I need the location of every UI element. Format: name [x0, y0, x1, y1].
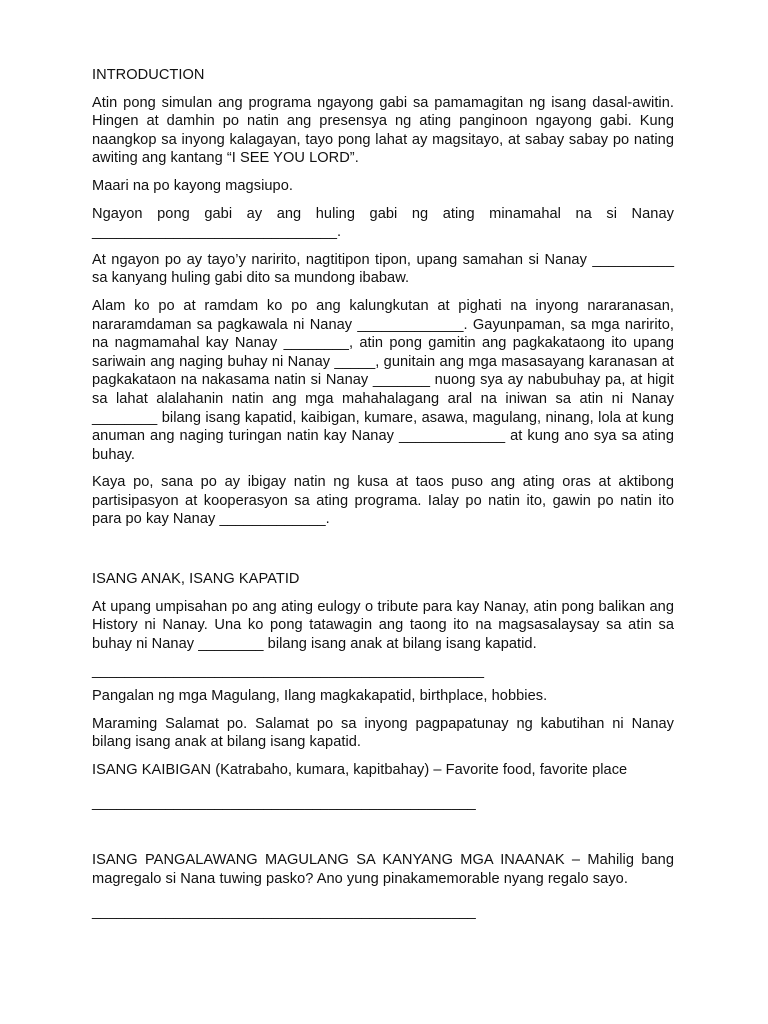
kaibigan-blank-line: _______________________________________________ [92, 795, 476, 812]
anak-paragraph-3: Maraming Salamat po. Salamat po sa inyong pagpapatunay ng kabutihan ni Nanay bilang isang anak at bilang isang kapatid. [92, 715, 674, 751]
kaibigan-heading: ISANG KAIBIGAN (Katrabaho, kumara, kapitbahay) – Favorite food, favorite place [92, 761, 628, 778]
anak-blank-line: ________________________________________________ [92, 663, 484, 680]
intro-paragraph-1: Atin pong simulan ang programa ngayong gabi sa pamamagitan ng isang dasal-awitin. Hingen at damhin po natin ang presensya ng ating panginoon ngayong gabi. Kung naangkop sa inyong kalagayan, tayo pong lahat ay magsitayo, at sabay sabay po nating awiting ang kantang “I SEE YOU LORD”. [92, 94, 674, 167]
section-gap [92, 819, 674, 851]
intro-paragraph-6: Kaya po, sana po ay ibigay natin ng kusa at taos puso ang ating oras at aktibong partisipasyon at kooperasyon sa ating programa. Ialay po natin ito, gawin po natin ito para po kay Nanay _____________. [92, 474, 674, 528]
anak-paragraph-2: Pangalan ng mga Magulang, Ilang magkakapatid, birthplace, hobbies. [92, 688, 548, 705]
intro-heading: INTRODUCTION [92, 67, 205, 83]
intro-paragraph-3: Ngayon pong gabi ay ang huling gabi ng ating minamahal na si Nanay ______________________________. [92, 205, 674, 241]
intro-paragraph-4: At ngayon po ay tayo’y naririto, nagtitipon tipon, upang samahan si Nanay __________ sa kanyang huling gabi dito sa mundong ibabaw. [92, 251, 674, 287]
magulang-paragraph: ISANG PANGALAWANG MAGULANG SA KANYANG MGA INAANAK – Mahilig bang magregalo si Nana tuwing pasko? Ano yung pinakamemorable nyang regalo sayo. [92, 852, 674, 887]
intro-paragraph-5: Alam ko po at ramdam ko po ang kalungkutan at pighati na inyong nararanasan, nararamdaman sa pagkawala ni Nanay _____________. Gayunpaman, sa mga naririto, na nagmamahal kay Nanay ________, atin pong gamitin ang pagkakataong ito upang sariwain ang naging buhay ni Nanay _____, gunitain ang mga masasayang karanasan at pagkakataon na nakasama natin si Nanay _______ nuong sya ay nabubuhay pa, at higit sa lahat alalahanin natin ang mga mahahalagang aral na iniwan sa atin ni Nanay ________ bilang isang kapatid, kaibigan, kumare, asawa, magulang, ninang, lola at kung anuman ang naging turingan natin kay Nanay _____________ at kung ano sya sa ating buhay. [92, 297, 674, 463]
magulang-blank-line: _______________________________________________ [92, 904, 476, 921]
intro-paragraph-2: Maari na po kayong magsiupo. [92, 177, 293, 194]
section-gap [92, 538, 674, 570]
anak-paragraph-1: At upang umpisahan po ang ating eulogy o tribute para kay Nanay, atin pong balikan ang History ni Nanay. Una ko pong tatawagin ang taong ito na magsasalaysay sa atin sa buhay ni Nanay ________ bilang isang anak at bilang isang kapatid. [92, 598, 674, 652]
anak-heading: ISANG ANAK, ISANG KAPATID [92, 571, 300, 588]
